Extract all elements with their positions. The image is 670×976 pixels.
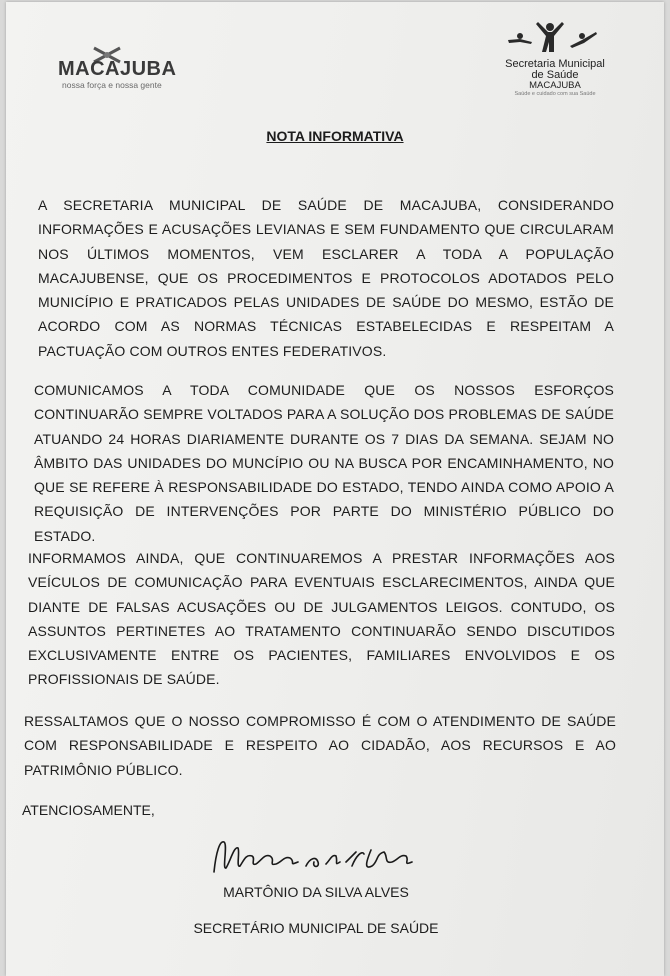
secretaria-line2: de Saúde xyxy=(531,69,579,81)
signer-role: SECRETÁRIO MUNICIPAL DE SAÚDE xyxy=(193,920,439,936)
handwritten-signature xyxy=(206,832,426,887)
macajuba-logo-text: MACAJUBA xyxy=(58,58,177,80)
secretaria-line1: Secretaria Municipal xyxy=(505,58,605,70)
paragraph-3: INFORMAMOS AINDA, QUE CONTINUAREMOS A PRESTAR INFORMAÇÕES AOS VEÍCULOS DE COMUNICAÇÃO PARA EVENTUAIS ESCLARECIMENTOS, AINDA QUE DIANTE DE FALSAS ACUSAÇÕES OU DE JULGAMENTOS LEIGOS. CONTUDO, OS ASSUNTOS PERTINETES AO TRATAMENTO CONTINUARÃO SENDO DISCUTIDOS EXCLUSIVAMENTE ENTRE OS PACIENTES, FAMILIARES ENVOLVIDOS E OS PROFISSIONAIS DE SAÚDE. xyxy=(28,550,615,688)
closing-text: ATENCIOSAMENTE, xyxy=(22,802,155,818)
macajuba-tagline: nossa força e nossa gente xyxy=(62,80,162,90)
secretaria-saude-logo xyxy=(490,18,620,100)
macajuba-logo xyxy=(58,44,188,96)
paragraph-4: RESSALTAMOS QUE O NOSSO COMPROMISSO É COM O ATENDIMENTO DE SAÚDE COM RESPONSABILIDADE E RESPEITO AO CIDADÃO, AOS RECURSOS E AO PATRIMÔNIO PÚBLICO. xyxy=(24,713,616,778)
signer-name: MARTÔNIO DA SILVA ALVES xyxy=(223,884,409,900)
paragraph-2: COMUNICAMOS A TODA COMUNIDADE QUE OS NOSSOS ESFORÇOS CONTINUARÃO SEMPRE VOLTADOS PARA A SOLUÇÃO DOS PROBLEMAS DE SAÚDE ATUANDO 24 HORAS DIARIAMENTE DURANTE OS 7 DIAS DA SEMANA. SEJAM NO ÂMBITO DAS UNIDADES DO MUNCÍPIO OU NA BUSCA POR ENCAMINHAMENTO, NO QUE SE REFERE À RESPONSABILIDADE DO ESTADO, TENDO AINDA COMO APOIO A REQUISIÇÃO DE INTERVENÇÕES POR PARTE DO MINISTÉRIO PÚBLICO DO ESTADO. xyxy=(34,382,614,544)
paragraph-1: A SECRETARIA MUNICIPAL DE SAÚDE DE MACAJUBA, CONSIDERANDO INFORMAÇÕES E ACUSAÇÕES LEVIANAS E SEM FUNDAMENTO QUE CIRCULARAM NOS ÚLTIMOS MOMENTOS, VEM ESCLARER A TODA A POPULAÇÃO MACAJUBENSE, QUE OS PROCEDIMENTOS E PROTOCOLOS ADOTADOS PELO MUNICÍPIO E PRATICADOS PELAS UNIDADES DE SAÚDE DO MESMO, ESTÃO DE ACORDO COM AS NORMAS TÉCNICAS ESTABELECIDAS E RESPEITAM A PACTUAÇÃO COM OUTROS ENTES FEDERATIVOS. xyxy=(38,197,614,359)
secretaria-line3: MACAJUBA xyxy=(529,80,581,91)
secretaria-line4: Saúde e cuidado com sua Saúde xyxy=(514,91,596,97)
people-figures-icon xyxy=(500,18,610,58)
document-title: NOTA INFORMATIVA xyxy=(266,128,404,144)
document-page xyxy=(6,2,664,976)
